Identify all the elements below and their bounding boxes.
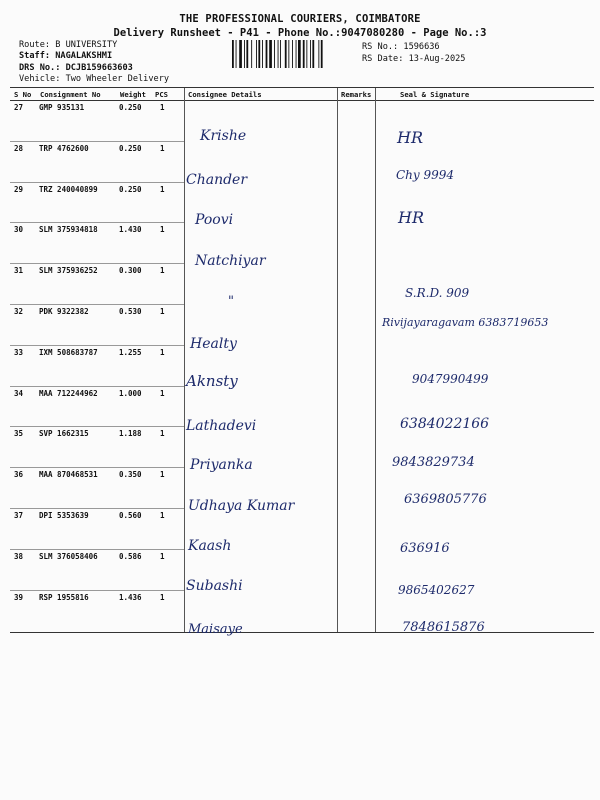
row-weight: 0.530 [119, 307, 142, 316]
barcode-bar [306, 40, 307, 68]
row-pcs: 1 [160, 347, 165, 357]
row-divider [10, 508, 184, 509]
row-sno: 34 [14, 388, 24, 398]
row-divider [10, 263, 184, 264]
remarks-divider-left [337, 88, 338, 632]
row-weight: 0.586 [119, 551, 142, 561]
col-remarks: Remarks [341, 90, 372, 99]
row-consignment: DPI 5353639 [39, 511, 89, 520]
row-consignment: MAA 712244962 [39, 388, 98, 398]
row-divider [10, 304, 184, 305]
consignee-handwriting: Natchiyar [195, 253, 266, 269]
signature-handwriting: S.R.D. 909 [405, 286, 470, 300]
barcode-bar [288, 40, 289, 68]
row-divider [10, 549, 184, 550]
row-sno: 35 [14, 429, 24, 439]
barcode-bar [296, 40, 297, 68]
barcode-bar [258, 40, 260, 68]
signature-handwriting: HR [398, 208, 424, 227]
row-pcs: 1 [160, 225, 165, 235]
row-divider [10, 426, 184, 427]
barcode-bar [312, 40, 314, 68]
header-bottom-line [10, 100, 594, 101]
col-signature: Seal & Signature [400, 90, 470, 99]
row-sno: 32 [14, 307, 24, 316]
signature-handwriting: Rivijayaragavam 6383719653 [382, 316, 549, 329]
signature-handwriting: 6369805776 [404, 492, 487, 507]
barcode-bar [321, 40, 323, 68]
row-divider [10, 222, 184, 223]
barcode-bar [244, 40, 245, 68]
signature-handwriting: 9047990499 [412, 372, 489, 386]
consignee-handwriting: Priyanka [190, 457, 253, 473]
consignee-divider [184, 88, 185, 632]
row-weight: 0.250 [119, 184, 142, 194]
consignee-handwriting: Aknsty [186, 372, 238, 390]
row-consignment: IXM 508683787 [39, 347, 98, 357]
consignee-handwriting: Poovi [195, 212, 234, 228]
barcode-bar [292, 40, 293, 68]
row-sno: 29 [14, 184, 24, 194]
barcode-bar [298, 40, 301, 68]
row-consignment: RSP 1955816 [39, 592, 89, 602]
signature-handwriting: 9843829734 [392, 455, 475, 470]
row-consignment: SVP 1662315 [39, 429, 89, 439]
col-consignment: Consignment No [40, 90, 101, 99]
barcode-bar [239, 40, 242, 68]
row-weight: 0.300 [119, 266, 142, 276]
remarks-divider-right [375, 88, 376, 632]
barcode-bar [232, 40, 234, 68]
consignee-handwriting: Chander [186, 172, 248, 188]
row-consignment: TRZ 240040899 [39, 184, 98, 194]
row-consignment: SLM 375934818 [39, 225, 98, 235]
barcode-bar [236, 40, 237, 68]
row-pcs: 1 [160, 307, 165, 316]
barcode-bar [318, 40, 319, 68]
row-weight: 0.250 [119, 103, 142, 112]
staff-label: Staff: NAGALAKSHMI [19, 51, 113, 61]
consignee-handwriting: Udhaya Kumar [188, 498, 295, 514]
table-header [10, 88, 594, 100]
row-sno: 31 [14, 266, 24, 276]
row-sno: 36 [14, 470, 24, 480]
runsheet-subtitle: Delivery Runsheet - P41 - Phone No.:9047080280 - Page No.:3 [113, 27, 487, 39]
row-consignment: MAA 870468531 [39, 470, 98, 480]
signature-handwriting: 636916 [400, 541, 450, 556]
row-sno: 28 [14, 143, 24, 153]
row-pcs: 1 [160, 551, 165, 561]
signature-handwriting: HR [397, 128, 423, 147]
col-sno: S No [14, 90, 32, 99]
row-pcs: 1 [160, 388, 165, 398]
barcode-bar [278, 40, 279, 68]
signature-handwriting: 7848615876 [402, 620, 485, 635]
row-weight: 1.188 [119, 429, 142, 439]
barcode [232, 40, 354, 68]
vehicle-label: Vehicle: Two Wheeler Delivery [19, 74, 170, 84]
header-top-line [10, 87, 594, 88]
row-weight: 1.255 [119, 347, 142, 357]
row-pcs: 1 [160, 266, 165, 276]
row-pcs: 1 [160, 470, 165, 480]
route-label: Route: B UNIVERSITY [19, 40, 118, 50]
consignee-handwriting: Lathadevi [186, 418, 257, 434]
col-consignee: Consignee Details [188, 90, 262, 99]
consignee-handwriting: Krishe [200, 128, 247, 144]
row-divider [10, 345, 184, 346]
row-weight: 1.000 [119, 388, 142, 398]
col-pcs: PCS [155, 90, 168, 99]
row-pcs: 1 [160, 103, 165, 112]
row-sno: 30 [14, 225, 24, 235]
barcode-bar [303, 40, 305, 68]
row-weight: 1.430 [119, 225, 142, 235]
drs-number: DRS No.: DCJB159663603 [19, 63, 133, 73]
row-divider [10, 182, 184, 183]
barcode-bar [280, 40, 281, 68]
barcode-bar [285, 40, 287, 68]
rs-number: RS No.: 1596636 [362, 42, 440, 52]
row-sno: 39 [14, 592, 24, 602]
consignee-handwriting: Healty [190, 336, 237, 352]
consignee-handwriting: " [228, 294, 234, 309]
company-title: THE PROFESSIONAL COURIERS, COIMBATORE [179, 13, 421, 25]
barcode-bar [262, 40, 263, 68]
row-weight: 0.560 [119, 511, 142, 520]
barcode-bar [246, 40, 248, 68]
barcode-bar [269, 40, 272, 68]
row-sno: 37 [14, 511, 24, 520]
row-consignment: TRP 4762600 [39, 143, 89, 153]
row-pcs: 1 [160, 429, 165, 439]
row-weight: 1.436 [119, 592, 142, 602]
rs-date: RS Date: 13-Aug-2025 [362, 54, 466, 64]
row-pcs: 1 [160, 184, 165, 194]
row-consignment: GMP 935131 [39, 103, 85, 112]
barcode-bar [274, 40, 275, 68]
consignee-handwriting: Subashi [186, 578, 243, 594]
row-consignment: SLM 376058406 [39, 551, 98, 561]
row-pcs: 1 [160, 592, 165, 602]
row-sno: 33 [14, 347, 24, 357]
barcode-bar [310, 40, 311, 68]
barcode-bar [266, 40, 268, 68]
row-pcs: 1 [160, 143, 165, 153]
signature-handwriting: 9865402627 [398, 583, 475, 597]
row-divider [10, 141, 184, 142]
consignee-handwriting: Kaash [188, 538, 232, 554]
row-sno: 27 [14, 103, 24, 112]
table-bottom-line [10, 632, 594, 633]
consignee-handwriting: Maisaye [188, 622, 243, 637]
row-divider [10, 467, 184, 468]
row-consignment: SLM 375936252 [39, 266, 98, 276]
signature-handwriting: Chy 9994 [396, 168, 455, 182]
col-weight: Weight [120, 90, 146, 99]
row-sno: 38 [14, 551, 24, 561]
barcode-bar [256, 40, 257, 68]
barcode-bar [251, 40, 252, 68]
row-divider [10, 590, 184, 591]
row-divider [10, 386, 184, 387]
row-weight: 0.350 [119, 470, 142, 480]
row-pcs: 1 [160, 511, 165, 520]
row-weight: 0.250 [119, 143, 142, 153]
signature-handwriting: 6384022166 [400, 416, 490, 432]
row-consignment: PDK 9322382 [39, 307, 89, 316]
